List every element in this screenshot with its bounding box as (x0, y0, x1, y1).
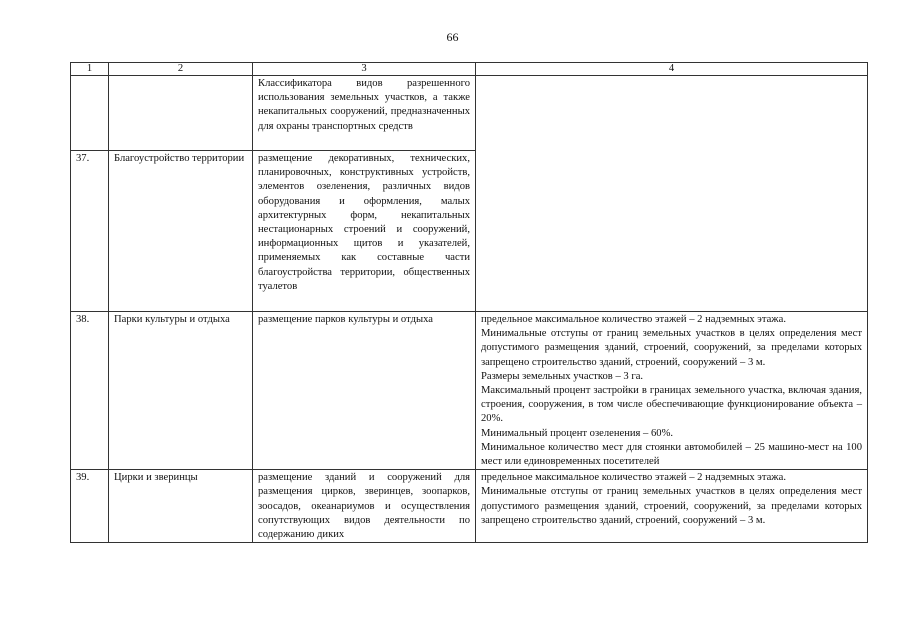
parameter-line: Минимальные отступы от границ земельных участков в целях определения мест допустимого размещения зданий, строений, сооружений, за пределами которых запрещено строительство зданий, строений, сооружений – 3 м. (481, 486, 862, 526)
parameter-line: предельное максимальное количество этажей – 2 надземных этажа. (481, 472, 786, 484)
use-name-cell: Цирки и зверинцы (109, 470, 253, 543)
table-row (71, 76, 868, 151)
parameters-cell (476, 312, 868, 470)
row-number-cell (71, 76, 109, 151)
parameter-line: предельное максимальное количество этажей – 2 надземных этажа. (481, 314, 786, 325)
use-name-cell: Благоустройство территории (109, 151, 253, 312)
parameter-line: Размеры земельных участков – 3 га. (481, 370, 644, 382)
header-col-1: 1 (71, 63, 109, 76)
use-description-cell: размещение зданий и сооружений для размещения цирков, зверинцев, зоопарков, зоосадов, океанариумов и осуществления сопутствующих видов деятельности по содержанию диких (253, 470, 476, 543)
regulations-table (70, 62, 868, 543)
header-row (71, 63, 868, 76)
parameter-line: Минимальное количество мест для стоянки автомобилей – 25 машино-мест на 100 мест или единовременных посетителей (481, 441, 862, 468)
use-description-cell: размещение парков культуры и отдыха (253, 312, 476, 470)
parameter-line: Минимальный процент озеленения – 60%. (481, 427, 674, 439)
parameter-line: Минимальные отступы от границ земельных участков в целях определения мест допустимого размещения зданий, строений, сооружений, за пределами которых запрещено строительство зданий, строений, сооружений – 3 м. (481, 328, 862, 368)
table-row (71, 312, 868, 470)
use-description-cell: Классификатора видов разрешенного использования земельных участков, а также некапитальных сооружений, предназначенных для охраны транспортных средств (253, 76, 476, 151)
table-row (71, 470, 868, 543)
row-number-cell: 39. (71, 470, 109, 543)
use-description-cell: размещение декоративных, технических, планировочных, конструктивных устройств, элементов озеленения, различных видов оборудования и оформления, малых архитектурных форм, некапитальных нестационарных строений и сооружений, информационных щитов и указателей, применяемых как составные части благоустройства территории, общественных туалетов (253, 151, 476, 312)
header-col-3: 3 (253, 63, 476, 76)
use-name-cell (109, 76, 253, 151)
parameters-cell (476, 470, 868, 543)
page-number: 66 (446, 30, 459, 44)
use-name-cell: Парки культуры и отдыха (109, 312, 253, 470)
row-number-cell: 37. (71, 151, 109, 312)
header-col-2: 2 (109, 63, 253, 76)
header-col-4: 4 (476, 63, 868, 76)
parameters-cell (476, 76, 868, 312)
row-number-cell: 38. (71, 312, 109, 470)
parameter-line: Максимальный процент застройки в границах земельного участка, включая здания, строения, сооружения, в том числе обеспечивающие функционирование объекта – 20%. (481, 385, 862, 425)
